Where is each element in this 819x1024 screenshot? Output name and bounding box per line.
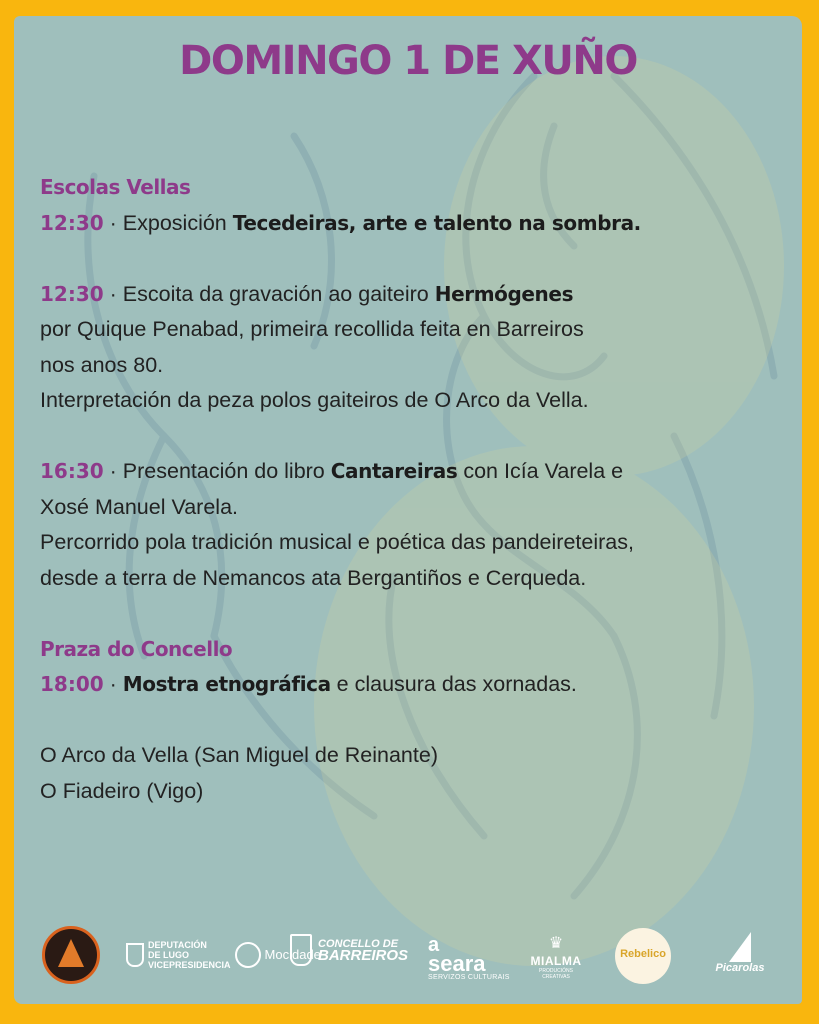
group-name: O Fiadeiro (Vigo)	[40, 778, 204, 803]
event-detail: Xosé Manuel Varela.	[40, 494, 238, 519]
event-text-after: con Icía Varela e	[457, 459, 624, 483]
event-title: Cantareiras	[330, 459, 458, 483]
seara-logo	[428, 936, 510, 981]
event-time: 12:30	[40, 281, 104, 306]
group-name: O Arco da Vella (San Miguel de Reinante)	[40, 743, 438, 767]
logo-text: MIALMA	[530, 954, 582, 968]
event-line	[40, 667, 790, 703]
event-separator: ·	[103, 672, 123, 696]
mialma-logo	[526, 934, 586, 980]
logo-text: DEPUTACIÓN	[148, 940, 207, 950]
sail-icon	[729, 932, 751, 962]
venue-heading: Praza do Concello	[40, 636, 233, 661]
mocidade-icon	[235, 942, 261, 968]
logo-text: DE LUGO	[148, 950, 190, 960]
rebelico-logo	[615, 928, 671, 984]
logo-text: Mocidade	[264, 947, 321, 962]
event-separator: ·	[103, 210, 123, 235]
event-time: 16:30	[40, 459, 104, 483]
event-text: Presentación do libro	[122, 459, 331, 483]
event-time: 12:30	[40, 210, 104, 235]
event-detail: Interpretación da peza polos gaiteiros de O Arco da Vella.	[40, 388, 589, 412]
spacer	[40, 241, 790, 277]
concello-barreiros-logo	[290, 934, 408, 966]
spacer	[40, 419, 790, 455]
picarolas-logo	[708, 932, 772, 974]
coat-of-arms-icon	[126, 943, 144, 967]
seara-mark-icon: a	[428, 934, 440, 956]
event-line	[40, 277, 790, 313]
logo-text: seara	[428, 951, 486, 976]
venue-heading: Escolas Vellas	[40, 175, 191, 199]
logo-text: CONCELLO DE	[318, 937, 399, 950]
event-title: Tecedeiras, arte e talento na sombra.	[232, 210, 641, 235]
spacer	[40, 596, 790, 632]
event-text-after: e clausura das xornadas.	[330, 672, 577, 696]
event-text: Exposición	[122, 210, 233, 235]
logo-text: Picarolas	[715, 962, 765, 974]
logo-text: VICEPRESIDENCIA	[148, 960, 231, 970]
crown-icon: ♛	[548, 935, 564, 952]
event-separator: ·	[103, 459, 123, 483]
event-line	[40, 454, 790, 490]
page-title: DOMINGO 1 DE XUÑO	[179, 38, 637, 84]
event-detail: desde a terra de Nemancos ata Bergantiños e Cerqueda.	[40, 565, 587, 590]
event-title: Hermógenes	[434, 281, 574, 306]
event-line	[40, 206, 790, 242]
poster-frame	[14, 16, 802, 1004]
event-title: Mostra etnográfica	[122, 672, 331, 696]
event-time: 18:00	[40, 672, 104, 696]
event-separator: ·	[103, 281, 123, 306]
logo-text: Rebelico	[620, 948, 666, 960]
event-detail: nos anos 80.	[40, 352, 164, 377]
coat-of-arms-icon	[290, 934, 312, 966]
logo-text: PRODUCIÓNS CREATIVAS	[539, 968, 573, 980]
sponsor-logos	[14, 922, 802, 994]
event-detail: por Quique Penabad, primeira recollida feita en Barreiros	[40, 317, 584, 341]
logo-text: BARREIROS	[318, 946, 409, 964]
arco-da-vella-logo	[42, 926, 100, 984]
program-content	[40, 170, 790, 809]
logo-text: SERVIZOS CULTURAIS	[428, 974, 510, 981]
event-text: Escoita da gravación ao gaiteiro	[122, 281, 435, 306]
event-detail: Percorrido pola tradición musical e poética das pandeireteiras,	[40, 530, 634, 554]
spacer	[40, 703, 790, 739]
